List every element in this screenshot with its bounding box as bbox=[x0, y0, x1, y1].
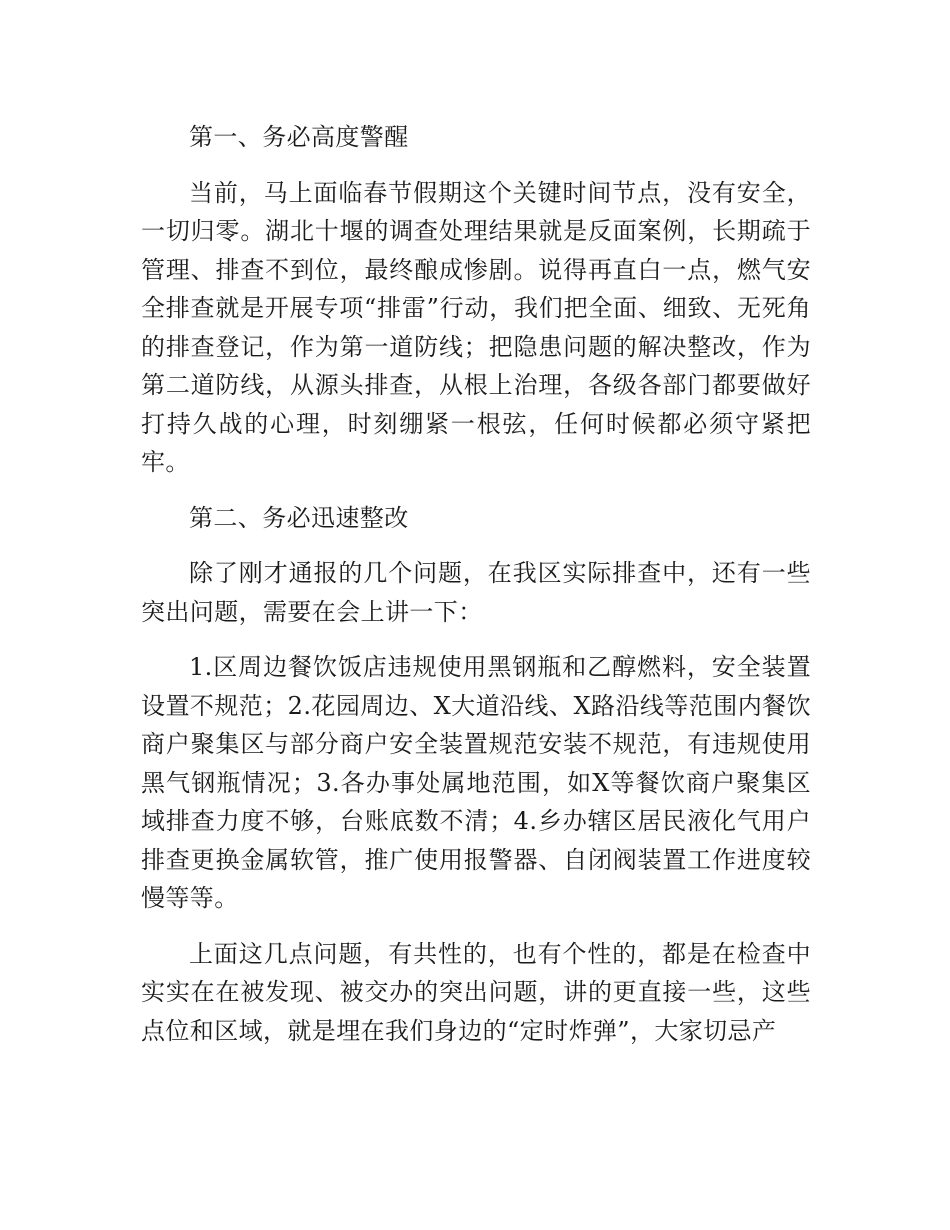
section-2-paragraph-1: 除了刚才通报的几个问题，在我区实际排查中，还有一些突出问题，需要在会上讲一下： bbox=[141, 559, 811, 626]
section-2-paragraph-3: 上面这几点问题，有共性的，也有个性的，都是在检查中实实在在被发现、被交办的突出问题，讲的更直接一些，这些点位和区域，就是埋在我们身边的“定时炸弹”，大家切忌产 bbox=[141, 939, 811, 1045]
document-page bbox=[141, 118, 811, 1067]
section-1-paragraph: 当前，马上面临春节假期这个关键时间节点，没有安全，一切归零。湖北十堰的调查处理结果就是反面案例，长期疏于管理、排查不到位，最终酿成惨剧。说得再直白一点，燃气安全排查就是开展专项“排雷”行动，我们把全面、细致、无死角的排查登记，作为第一道防线；把隐患问题的解决整改，作为第二道防线，从源头排查，从根上治理，各级各部门都要做好打持久战的心理，时刻绷紧一根弦，任何时候都必须守紧把牢。 bbox=[141, 178, 811, 476]
section-1-heading: 第一、务必高度警醒 bbox=[189, 123, 409, 151]
section-2-heading: 第二、务必迅速整改 bbox=[189, 503, 409, 532]
section-2-paragraph-2: 1.区周边餐饮饭店违规使用黑钢瓶和乙醇燃料，安全装置设置不规范；2.花园周边、X大道沿线、X路沿线等范围内餐饮商户聚集区与部分商户安全装置规范安装不规范，有违规使用黑气钢瓶情况；3.各办事处属地范围，如X等餐饮商户聚集区域排查力度不够，台账底数不清；4.乡办辖区居民液化气用户排查更换金属软管，推广使用报警器、自闭阀装置工作进度较慢等等。 bbox=[141, 653, 811, 912]
